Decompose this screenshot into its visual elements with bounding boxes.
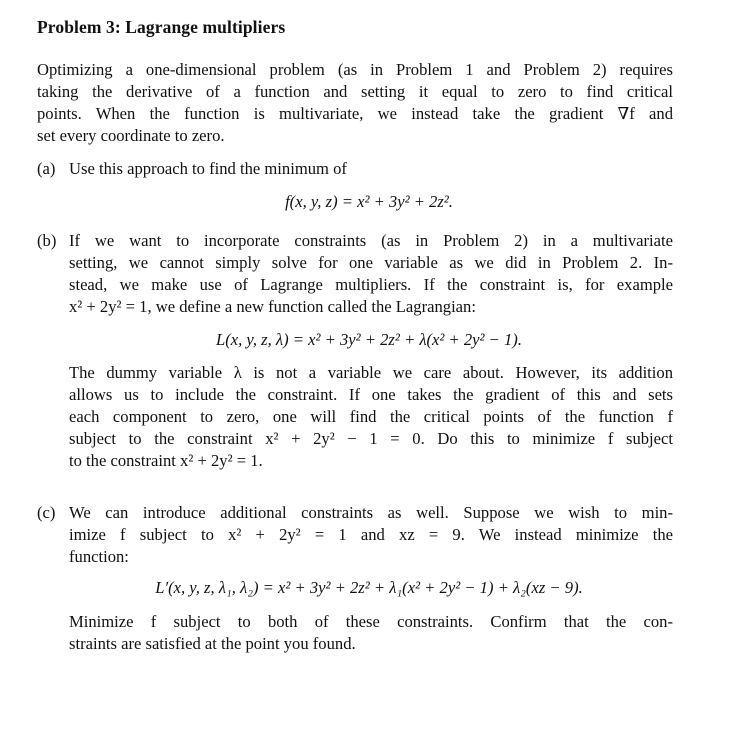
part-a-line: Use this approach to find the minimum of bbox=[69, 159, 347, 178]
intro-line: Optimizing a one-dimensional problem (as in Problem 1 and Problem 2) requires bbox=[37, 60, 673, 79]
intro-line: taking the derivative of a function and setting it equal to zero to find critical bbox=[37, 82, 673, 101]
part-c-text bbox=[69, 502, 673, 568]
part-c-label: (c) bbox=[37, 503, 56, 522]
part-c-line: We can introduce additional constraints as well. Suppose we wish to min- bbox=[69, 503, 673, 522]
part-b-line: setting, we cannot simply solve for one variable as we did in Problem 2. In- bbox=[69, 253, 673, 272]
intro-line: points. When the function is multivariate, we instead take the gradient ∇f and bbox=[37, 104, 673, 123]
intro-paragraph bbox=[37, 59, 673, 147]
part-a-text bbox=[69, 158, 673, 180]
problem-title: Problem 3: Lagrange multipliers bbox=[37, 17, 286, 37]
part-b-equation: L(x, y, z, λ) = x² + 3y² + 2z² + λ(x² + 2y² − 1). bbox=[216, 330, 522, 349]
part-c-line: Minimize f subject to both of these constraints. Confirm that the con- bbox=[69, 612, 673, 631]
part-a-label: (a) bbox=[37, 159, 56, 178]
part-c-line: function: bbox=[69, 547, 129, 566]
part-c-line: straints are satisfied at the point you found. bbox=[69, 634, 356, 653]
part-a-equation: f(x, y, z) = x² + 3y² + 2z². bbox=[285, 192, 453, 211]
part-b-line: to the constraint x² + 2y² = 1. bbox=[69, 451, 263, 470]
part-b-line: stead, we make use of Lagrange multipliers. If the constraint is, for example bbox=[69, 275, 673, 294]
part-b-line: subject to the constraint x² + 2y² − 1 = 0. Do this to minimize f subject bbox=[69, 429, 673, 448]
part-c-equation: L′(x, y, z, λ₁, λ₂) = x² + 3y² + 2z² + λ₁(x² + 2y² − 1) + λ₂(xz − 9). bbox=[155, 578, 583, 597]
part-b-label: (b) bbox=[37, 231, 57, 250]
part-b-line: allows us to include the constraint. If one takes the gradient of this and sets bbox=[69, 385, 673, 404]
part-c-text-2 bbox=[69, 611, 673, 655]
part-b-text-2 bbox=[69, 362, 673, 472]
part-b-line: If we want to incorporate constraints (as in Problem 2) in a multivariate bbox=[69, 231, 673, 250]
part-b-line: The dummy variable λ is not a variable we care about. However, its addition bbox=[69, 363, 673, 382]
part-b-text bbox=[69, 230, 673, 318]
part-b-line: x² + 2y² = 1, we define a new function called the Lagrangian: bbox=[69, 297, 476, 316]
intro-line: set every coordinate to zero. bbox=[37, 126, 225, 145]
part-b-line: each component to zero, one will find the critical points of the function f bbox=[69, 407, 673, 426]
part-c-line: imize f subject to x² + 2y² = 1 and xz = 9. We instead minimize the bbox=[69, 525, 673, 544]
